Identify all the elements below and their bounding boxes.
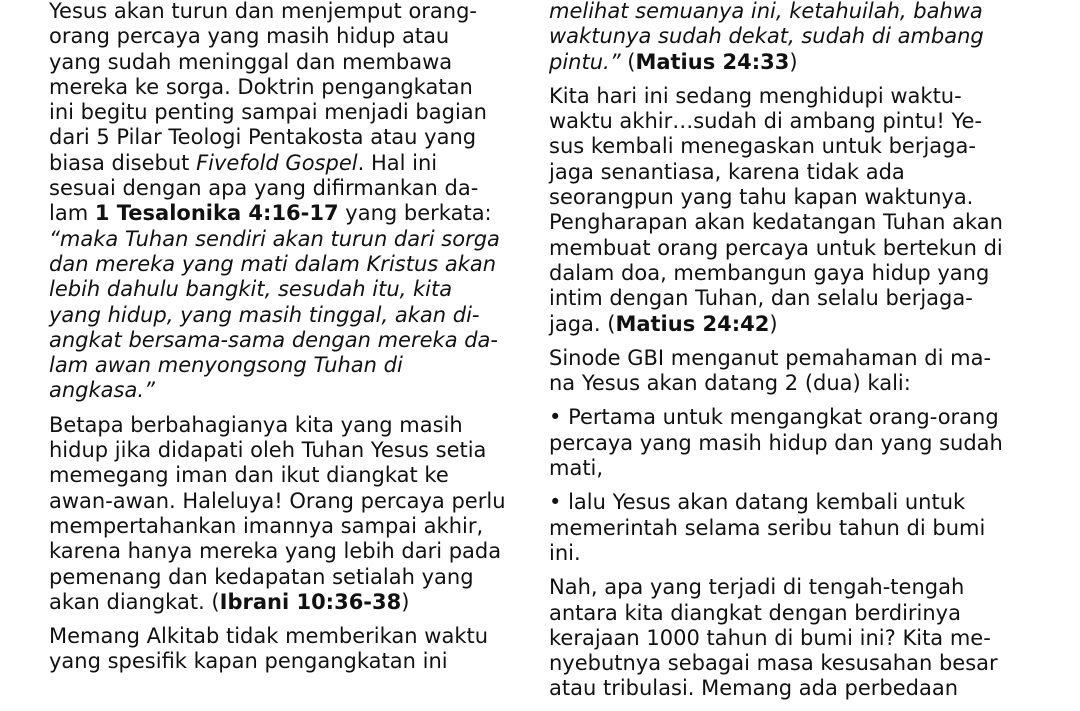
text-line: pemenang dan kedapatan setialah yang (49, 564, 474, 589)
paragraph-synod-gbi (549, 346, 1049, 397)
text-line: Yesus akan turun dan menjemput orang- (49, 0, 478, 23)
scripture-reference: Matius 24:42 (615, 311, 770, 336)
paragraph-end-times (549, 84, 1049, 337)
text-line: mempertahankan imannya sampai akhir, (49, 513, 484, 538)
text-line: Betapa berbahagianya kita yang masih (49, 412, 463, 437)
text-segment: akan diangkat. ( (49, 589, 220, 614)
quote-end: pintu.” (549, 49, 621, 74)
text-line: kerajaan 1000 tahun di bumi ini? Kita me- (549, 625, 991, 650)
text-segment: lalu Yesus akan datang kembali untuk (561, 490, 966, 515)
quote-line: dan mereka yang mati dalam Kristus akan (49, 251, 497, 276)
text-line: ini. (549, 540, 581, 565)
paragraph-rapture-doctrine (49, 0, 539, 404)
text-line: antara kita diangkat dengan berdirinya (549, 600, 961, 625)
text-line: awan-awan. Haleluya! Orang percaya perlu (49, 488, 506, 513)
text-line (49, 151, 539, 176)
text-line: memerintah selama seribu tahun di bumi (549, 515, 986, 540)
paragraph-timing (49, 624, 539, 675)
text-line: Nah, apa yang terjadi di tengah-tengah (549, 575, 965, 600)
text-line: percaya yang masih hidup dan yang sudah (549, 430, 1003, 455)
quote-line: waktunya sudah dekat, sudah di ambang (549, 24, 984, 49)
text-line (549, 312, 1049, 337)
italic-term: Fivefold Gospel (196, 150, 358, 175)
left-column (49, 0, 539, 684)
quote-line: lam awan menyongsong Tuhan di (49, 353, 403, 378)
text-line: Sinode GBI menganut pemahaman di ma- (549, 345, 992, 370)
text-segment: ) (789, 49, 798, 74)
text-line: orang percaya yang masih hidup atau (49, 24, 450, 49)
right-column (549, 0, 1049, 711)
text-line: Pengharapan akan kedatangan Tuhan akan (549, 210, 1003, 235)
quote-line: angkat bersama-sama dengan mereka da- (49, 327, 499, 352)
quote-line: angkasa.” (49, 378, 155, 403)
text-line: waktu akhir…sudah di ambang pintu! Ye- (549, 109, 982, 134)
text-segment: jaga. ( (549, 311, 616, 336)
text-line: Kita hari ini sedang menghidupi waktu- (549, 83, 962, 108)
text-segment: Pertama untuk mengangkat orang-orang (561, 405, 999, 430)
text-line: intim dengan Tuhan, dan selalu berjaga- (549, 286, 973, 311)
text-segment: ) (401, 589, 410, 614)
text-line (549, 50, 1049, 75)
quote-continuation (549, 0, 1049, 75)
text-line: yang sudah meninggal dan membawa (49, 49, 453, 74)
text-line: sesuai dengan apa yang difirmankan da- (49, 176, 479, 201)
scripture-reference: Ibrani 10:36-38 (219, 589, 402, 614)
text-segment: ( (620, 49, 636, 74)
text-line: dari 5 Pilar Teologi Pentakosta atau yang (49, 125, 477, 150)
text-line (549, 405, 1049, 430)
text-line: ini begitu penting sampai menjadi bagian (49, 100, 487, 125)
paragraph-blessed (49, 413, 539, 615)
scripture-reference: Matius 24:33 (635, 49, 790, 74)
text-segment: lam (49, 201, 95, 226)
text-segment: ) (769, 311, 778, 336)
text-line: na Yesus akan datang 2 (dua) kali: (549, 371, 911, 396)
text-line (549, 490, 1049, 515)
quote-line: yang hidup, yang masih tinggal, akan di- (49, 302, 480, 327)
bullet-icon: • (549, 490, 562, 515)
text-line: hidup jika didapati oleh Tuhan Yesus setia (49, 438, 487, 463)
paragraph-tribulation (549, 575, 1049, 701)
quote-line: melihat semuanya ini, ketahuilah, bahwa (549, 0, 983, 23)
text-line: karena hanya mereka yang lebih dari pada (49, 539, 502, 564)
text-segment: biasa disebut (49, 150, 197, 175)
text-line: membuat orang percaya untuk bertekun di (549, 235, 1003, 260)
text-segment: . Hal ini (357, 150, 438, 175)
quote-line: “maka Tuhan sendiri akan turun dari sorga (49, 226, 500, 251)
text-line: atau tribulasi. Memang ada perbedaan (549, 676, 959, 701)
quote-line: lebih dahulu bangkit, sesudah itu, kita (49, 277, 453, 302)
text-line: Memang Alkitab tidak memberikan waktu (49, 624, 489, 649)
text-line: nyebutnya sebagai masa kesusahan besar (549, 651, 998, 676)
bullet-icon: • (549, 405, 562, 430)
text-line: mati, (549, 456, 604, 481)
bullet-item-first-coming (549, 405, 1049, 481)
bullet-item-second-coming (549, 490, 1049, 566)
text-line: seorangpun yang tahu kapan waktunya. (549, 185, 974, 210)
scripture-reference: 1 Tesalonika 4:16-17 (94, 201, 339, 226)
text-line: jaga senantiasa, karena tidak ada (549, 159, 905, 184)
text-line (49, 590, 539, 615)
text-line: sus kembali menegaskan untuk berjaga- (549, 134, 976, 159)
text-line: mereka ke sorga. Doktrin pengangkatan (49, 74, 473, 99)
text-line: yang spesifik kapan pengangkatan ini (49, 649, 448, 674)
text-line (49, 201, 539, 226)
text-segment: yang berkata: (338, 201, 492, 226)
text-line: dalam doa, membangun gaya hidup yang (549, 260, 990, 285)
text-line: memegang iman dan ikut diangkat ke (49, 463, 449, 488)
